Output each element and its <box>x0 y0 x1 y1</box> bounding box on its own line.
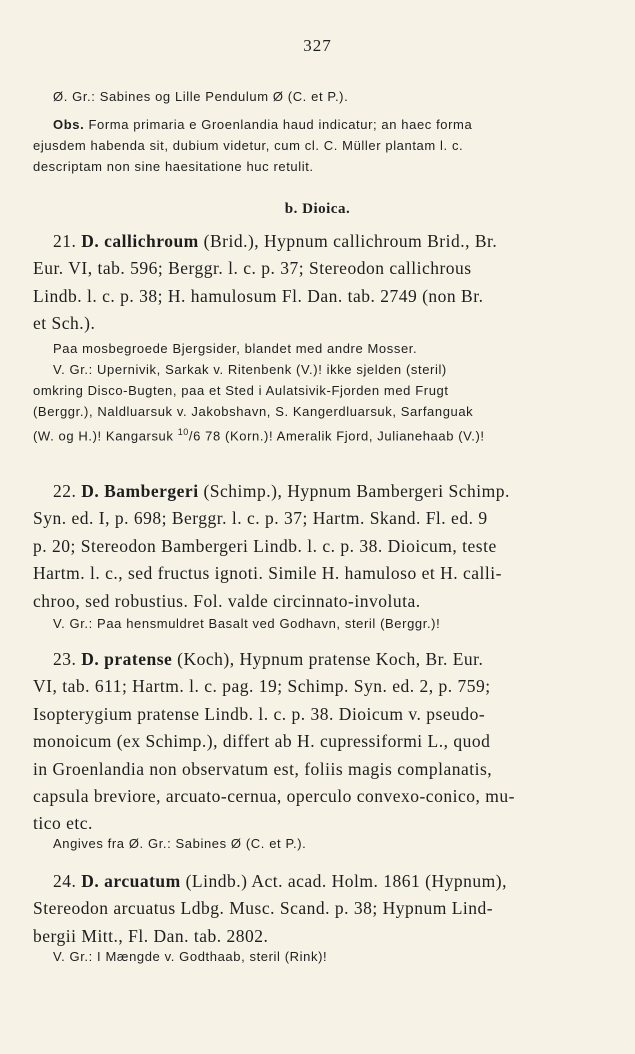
entry-22-line-5: chroo, sed robustius. Fol. valde circinnato-involuta. <box>33 590 421 611</box>
entry-23 <box>33 646 605 838</box>
obs-label: Obs. <box>53 117 85 132</box>
entry-22-species-name: D. Bambergeri <box>81 481 199 501</box>
entry-24-text-1: (Lindb.) Act. acad. Holm. 1861 (Hypnum), <box>180 871 507 891</box>
entry-21-line-2: Eur. VI, tab. 596; Berggr. l. c. p. 37; Stereodon callichrous <box>33 258 472 279</box>
obs-line-3: descriptam non sine haesitatione huc retulit. <box>33 159 314 174</box>
locality-note-block <box>33 86 605 107</box>
entry-23-line-7: tico etc. <box>33 813 93 834</box>
entry-21-number: 21. <box>53 231 77 251</box>
entry-23-line-4: monoicum (ex Schimp.), differt ab H. cupressiformi L., quod <box>33 731 491 752</box>
entry-21-locality-4a: (W. og H.)! Kangarsuk <box>33 428 178 444</box>
entry-22-number: 22. <box>53 481 77 501</box>
entry-22-line-1 <box>33 478 605 505</box>
entry-21-habitat: Paa mosbegroede Bjergsider, blandet med andre Mosser. <box>53 341 418 356</box>
entry-23-species-name: D. pratense <box>81 649 173 669</box>
entry-24-line-1 <box>33 868 605 895</box>
entry-22-line-2: Syn. ed. I, p. 698; Berggr. l. c. p. 37; Hartm. Skand. Fl. ed. 9 <box>33 508 488 529</box>
entry-21-locality-2: omkring Disco-Bugten, paa et Sted i Aulatsivik-Fjorden med Frugt <box>33 383 449 398</box>
entry-22 <box>33 478 605 615</box>
obs-line-1 <box>33 114 605 135</box>
entry-23-number: 23. <box>53 649 77 669</box>
entry-21-locality-3: (Berggr.), Naldluarsuk v. Jakobshavn, S. Kangerdluarsuk, Sarfanguak <box>33 404 474 419</box>
obs-text-1: Forma primaria e Groenlandia haud indicatur; an haec forma <box>84 117 473 132</box>
entry-22-text-1: (Schimp.), Hypnum Bambergeri Schimp. <box>198 481 510 501</box>
entry-21-locality-4 <box>33 422 605 446</box>
entry-21-line-4: et Sch.). <box>33 313 96 334</box>
entry-24-number: 24. <box>53 871 77 891</box>
entry-24-notes <box>33 946 605 967</box>
entry-21-species-name: D. callichroum <box>81 231 199 251</box>
entry-22-line-3: p. 20; Stereodon Bambergeri Lindb. l. c. p. 38. Dioicum, teste <box>33 535 497 556</box>
entry-21-line-1 <box>33 228 605 255</box>
entry-22-notes <box>33 613 605 634</box>
entry-21-date-superscript: 10 <box>177 427 189 437</box>
entry-24-line-3: bergii Mitt., Fl. Dan. tab. 2802. <box>33 925 269 946</box>
entry-23-text-1: (Koch), Hypnum pratense Koch, Br. Eur. <box>172 649 484 669</box>
entry-21 <box>33 228 605 338</box>
entry-24 <box>33 868 605 950</box>
entry-24-line-2: Stereodon arcuatus Ldbg. Musc. Scand. p. 38; Hypnum Lind- <box>33 898 494 919</box>
entry-22-locality: V. Gr.: Paa hensmuldret Basalt ved Godhavn, steril (Berggr.)! <box>53 616 441 631</box>
entry-21-text-1: (Brid.), Hypnum callichroum Brid., Br. <box>198 231 498 251</box>
entry-21-line-3: Lindb. l. c. p. 38; H. hamulosum Fl. Dan. tab. 2749 (non Br. <box>33 285 484 306</box>
entry-24-locality: V. Gr.: I Mængde v. Godthaab, steril (Rink)! <box>53 949 328 964</box>
entry-23-line-3: Isopterygium pratense Lindb. l. c. p. 38. Dioicum v. pseudo- <box>33 703 486 724</box>
obs-line-2: ejusdem habenda sit, dubium videtur, cum cl. C. Müller plantam l. c. <box>33 138 464 153</box>
entry-22-line-4: Hartm. l. c., sed fructus ignoti. Simile H. hamuloso et H. calli- <box>33 563 502 584</box>
entry-23-locality: Angives fra Ø. Gr.: Sabines Ø (C. et P.). <box>53 836 307 851</box>
entry-23-line-5: in Groenlandia non observatum est, foliis magis complanatis, <box>33 758 493 779</box>
page-number: 327 <box>303 36 332 55</box>
section-heading: b. Dioica. <box>284 201 351 217</box>
entry-23-line-6: capsula breviore, arcuato-cernua, operculo convexo-conico, mu- <box>33 786 515 807</box>
entry-23-line-1 <box>33 646 605 673</box>
obs-note <box>33 114 605 177</box>
entry-21-locality-1: V. Gr.: Upernivik, Sarkak v. Ritenbenk (V.)! ikke sjelden (steril) <box>53 362 447 377</box>
entry-21-notes <box>33 338 605 446</box>
entry-23-notes <box>33 833 605 854</box>
entry-23-line-2: VI, tab. 611; Hartm. l. c. pag. 19; Schimp. Syn. ed. 2, p. 759; <box>33 676 491 697</box>
entry-24-species-name: D. arcuatum <box>81 871 181 891</box>
locality-line: Ø. Gr.: Sabines og Lille Pendulum Ø (C. et P.). <box>53 89 349 104</box>
entry-21-locality-4b: /6 78 (Korn.)! Ameralik Fjord, Julianehaab (V.)! <box>188 428 485 444</box>
